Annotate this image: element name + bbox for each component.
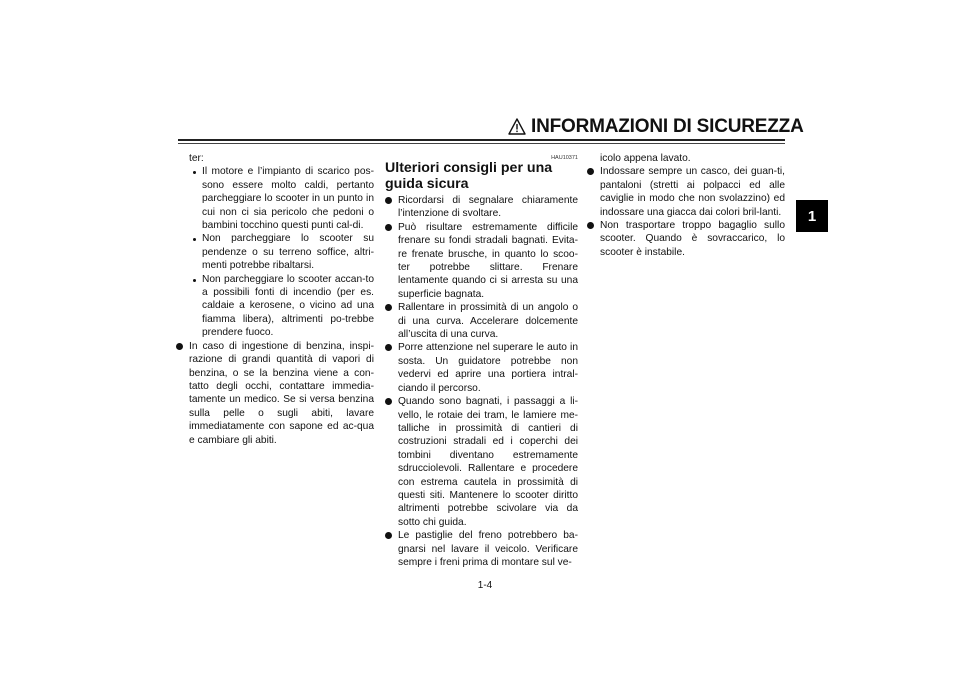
header-rule bbox=[178, 139, 785, 141]
section-code: HAU10371 bbox=[551, 155, 578, 161]
bullet-item: Non trasportare troppo bagaglio sullo scooter. Quando è sovraccarico, lo scooter è instabile. bbox=[587, 219, 785, 259]
bullet-item: Porre attenzione nel superare le auto in sosta. Un guidatore potrebbe non vedervi ed aprire una portiera intral-ciando il percorso. bbox=[385, 341, 578, 395]
bullet-item: In caso di ingestione di benzina, inspi-razione di grandi quantità di vapori di benzina, o se la benzina viene a con-tatto degli occhi, contattare immedia-tamente un medico. Se si versa benzina sulla pelle o sugli abiti, lavare immediatamente con sapone ed ac-qua e cambiare gli abiti. bbox=[176, 340, 374, 447]
bullet-item: Indossare sempre un casco, dei guan-ti, pantaloni (stretti ai polpacci ed alle caviglie in modo che non svolazzino) ed indossare una giacca dai colori bril-lanti. bbox=[587, 165, 785, 219]
page-header bbox=[495, 116, 804, 138]
bullet-item: Quando sono bagnati, i passaggi a li-vello, le rotaie dei tram, le lamiere me-talliche in prossimità di cantieri di costruzioni stradali ed i coperchi dei tombini diventano estremamente sdrucciolevoli. Rallentare e procedere con estrema cautela in prossimità di questi siti. Mantenere lo scooter diritto altrimenti potrebbe scivolare via da sotto chi guida. bbox=[385, 395, 578, 529]
bullet-item: Le pastiglie del freno potrebbero ba-gnarsi nel lavare il veicolo. Verificare sempre i freni prima di montare sul ve- bbox=[385, 529, 578, 569]
intro-text: ter: bbox=[189, 153, 204, 164]
warning-triangle-icon bbox=[508, 118, 526, 135]
chapter-tab: 1 bbox=[796, 200, 828, 232]
page-number: 1-4 bbox=[477, 580, 493, 591]
sub-list-item: Non parcheggiare lo scooter accan-to a possibili fonti di incendio (per es. caldaie a kerosene, o vicino ad una fiamma libera), altrimenti po-trebbe prendere fuoco. bbox=[189, 273, 374, 340]
section-heading: Ulteriori consigli per una guida sicura bbox=[385, 160, 553, 192]
column-middle bbox=[385, 155, 578, 569]
column-left bbox=[189, 152, 374, 447]
column-right bbox=[600, 152, 785, 259]
header-rule-thin bbox=[178, 143, 785, 144]
page-title: INFORMAZIONI DI SICUREZZA bbox=[531, 116, 804, 137]
sub-list-item: Il motore e l’impianto di scarico pos-sono essere molto caldi, pertanto parcheggiare lo scooter in un punto in cui non ci sia pericolo che pedoni o bambini tocchino questi punti cal-di. bbox=[189, 165, 374, 232]
continuation-text: icolo appena lavato. bbox=[600, 153, 691, 164]
bullet-item: Rallentare in prossimità di un angolo o di una curva. Accelerare dolcemente all’uscita di una curva. bbox=[385, 301, 578, 341]
bullet-item: Ricordarsi di segnalare chiaramente l’intenzione di svoltare. bbox=[385, 194, 578, 221]
bullet-item: Può risultare estremamente difficile frenare su fondi stradali bagnati. Evita-re frenate brusche, in quanto lo scoo-ter potrebbe slittare. Frenare lentamente quando ci si arresta su una superficie bagnata. bbox=[385, 221, 578, 301]
sub-list-item: Non parcheggiare lo scooter su pendenze o su terreno soffice, altri-menti potrebbe ribaltarsi. bbox=[189, 232, 374, 272]
